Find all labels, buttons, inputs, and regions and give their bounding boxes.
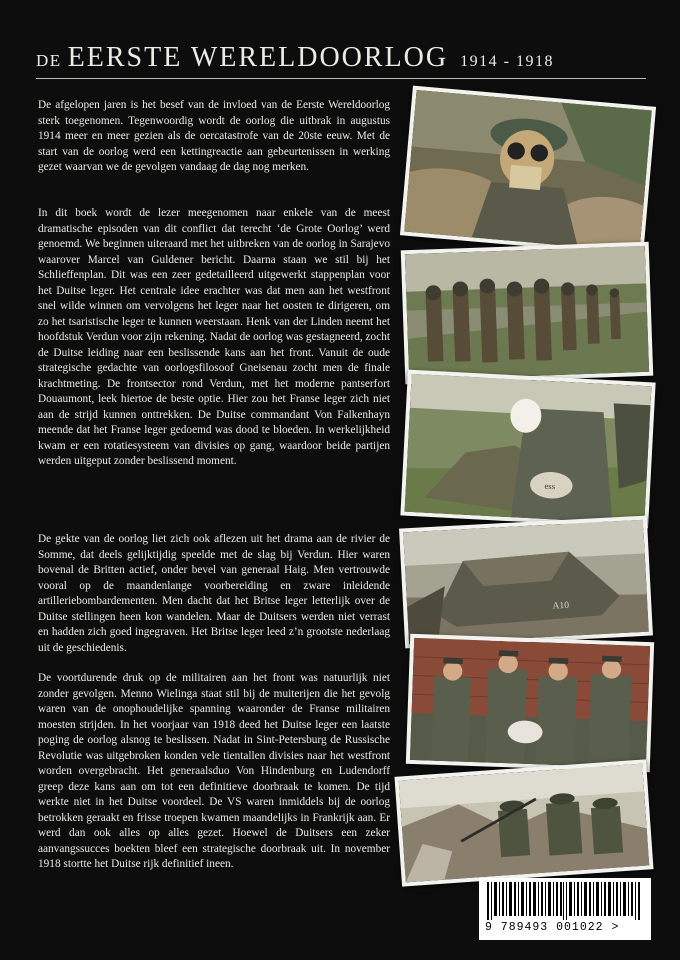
svg-text:ess: ess [544, 480, 556, 492]
photo-soldiers-with-cat [406, 634, 654, 772]
paragraph-book-overview: In dit boek wordt de lezer meegenomen naar enkele van de meest dramatische episoden van dit conflict dat terecht ‘de Grote Oorlog’ werd genoemd. We beginnen uiteraard met het uitbreken van de oorlog in Sarajevo waarover Marcel van Guldener bericht. Daarna staan we stil bij het Schlieffenplan. Dit was een zeer gedetailleerd uitgewerkt stappenplan voor het Duitse leger. Het centrale idee erachter was dat men aan het westfront snel wilde winnen om vervolgens het leger naar het oosten te dirigeren, om zo het tsaristische leger te kunnen weerstaan. Henk van der Linden neemt het hoofdstuk Verdun voor zijn rekening. Nadat de oorlog was gestagneerd, zocht de Duitse leiding naar een beslissende kans aan het front. Vanuit de oude strategische gedachte van oorlogsfilosoof Gneisenau zocht men de finale krachtmeting. De frontsector rond Verdun, met het moderne pantserfort Douaumont, leek hiertoe de beste optie. Hier zou het Franse leger zich niet aan de strijd kunnen onttrekken. De Duitse commandant Von Falkenhayn meende dat het Franse leger gedoemd was dood te bloeden. In werkelijkheid kwam er een rotatiesysteem van divisies op gang, waardoor beide partijen werden uitgeput zonder beslissend moment. [38, 207, 390, 467]
isbn-number: 9 789493 001022 [485, 921, 604, 934]
book-title: EERSTE WERELDOORLOG [67, 42, 449, 73]
header-rule [36, 78, 646, 79]
paragraph-somme: De gekte van de oorlog liet zich ook aflezen uit het drama aan de rivier de Somme, dat deels gelijktijdig speelde met de slag bij Verdun. Hier waren bovenal de Britten actief, onder bevel van generaal Haig. Men vertrouwde vooral op de maandenlange voorbereiding en zware inleidende artilleriebombardementen. Men dacht dat het Britse leger letterlijk over de Duitse stellingen heen kon wandelen. Maar de Duitsers werden niet verrast en hadden zich goed ingegraven. Het Britse leger leed z’n grootste nederlaag uit de geschiedenis. [38, 533, 390, 654]
photo-wounded-soldier [400, 370, 655, 529]
barcode-arrow: > [611, 921, 620, 934]
cover-header [36, 42, 646, 76]
photo-marching-column [401, 242, 654, 385]
paragraph-final-offensive: De voortdurende druk op de militairen aan het front was natuurlijk niet zonder gevolgen. Menno Wielinga staat stil bij de muiterijen die het gevolg waren van de onophoudelijke spanning waaronder de Franse militairen moesten strijden. In het voorjaar van 1918 deed het Duitse leger een laatste poging de oorlog alsnog te beslissen. Nadat in Sint-Petersburg de Russische Revolutie was uitgebroken konden vele tientallen divisies naar het westfront worden overgebracht. Het generaalsduo Von Hindenburg en Ludendorff greep deze kans aan om tot een definitieve doorbraak te komen. De tijd werkte niet in het Duitse voordeel. De VS waren inmiddels bij de oorlog betrokken geraakt en frisse troepen kwamen maandelijks in Frankrijk aan. Er werd dan ook alles op alles gezet. Hoewel de Duitsers een zeker aanvangssucces boekten bleef een strategische doorbraak uit. In november 1918 stortte het Duitse rijk definitief ineen. [38, 672, 390, 870]
photo-gas-mask-soldier [400, 86, 656, 257]
header-years: 1914 - 1918 [460, 53, 554, 70]
photo-tank [399, 516, 653, 649]
photo-soldiers-in-ruins [394, 759, 653, 886]
barcode-bars-graphic [485, 882, 645, 920]
barcode-number-line [485, 921, 645, 934]
isbn-barcode [479, 878, 651, 940]
header-prefix: DE [36, 51, 62, 70]
paragraph-intro: De afgelopen jaren is het besef van de invloed van de Eerste Wereldoorlog sterk toegenomen. Tegenwoordig wordt de oorlog die uitbrak in augustus 1914 meer en meer gezien als de oercatastrofe van de 20ste eeuw. Met de start van de oorlog werd een kettingreactie aan gebeurtenissen in werking gezet waarvan we de gevolgen vandaag de dag nog merken. [38, 99, 390, 173]
svg-text:A10: A10 [552, 600, 570, 612]
